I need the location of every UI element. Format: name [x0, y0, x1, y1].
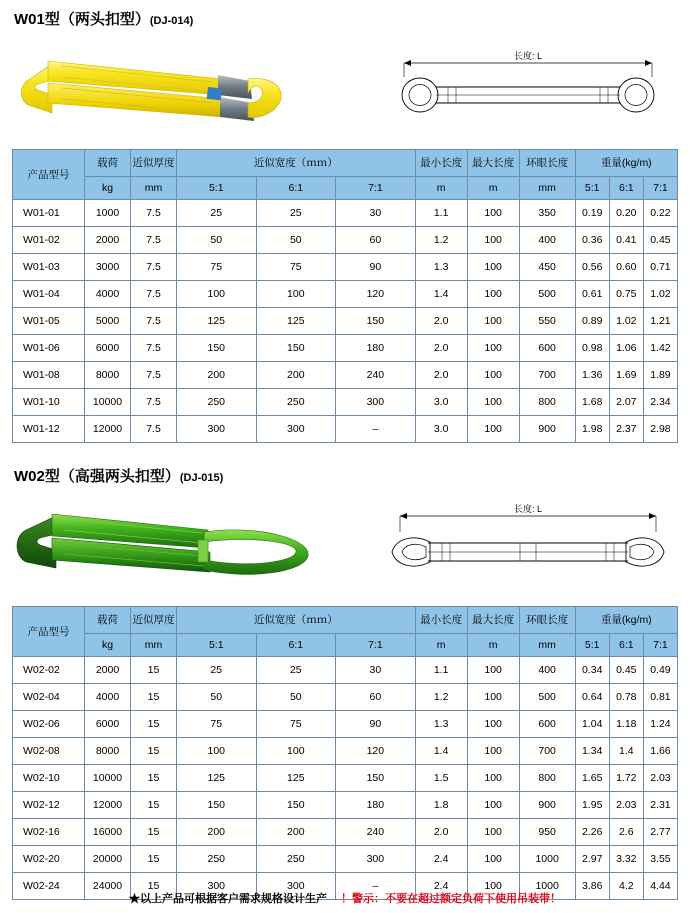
cell-value: 400	[519, 227, 575, 254]
cell-value: 1000	[85, 200, 131, 227]
cell-value: 0.34	[575, 657, 609, 684]
cell-value: 500	[519, 684, 575, 711]
cell-value: 125	[177, 765, 257, 792]
cell-value: 12000	[85, 416, 131, 443]
cell-value: 1.66	[643, 738, 677, 765]
th-weight-6-1: 6:1	[609, 634, 643, 657]
th-thickness: 近似厚度	[131, 150, 177, 177]
th-min-length-unit: m	[415, 177, 467, 200]
cell-value: 0.81	[643, 684, 677, 711]
cell-model: W02-24	[13, 873, 85, 900]
th-width-7-1: 7:1	[336, 177, 416, 200]
section-title-code: (DJ-015)	[179, 472, 224, 484]
table-row	[13, 200, 678, 227]
th-weight-7-1: 7:1	[643, 177, 677, 200]
cell-value: 30	[336, 657, 416, 684]
cell-value: 90	[336, 254, 416, 281]
cell-value: 1.42	[643, 335, 677, 362]
table-row	[13, 416, 678, 443]
cell-value: 250	[256, 389, 336, 416]
cell-value: 150	[177, 792, 257, 819]
th-max-length-unit: m	[467, 177, 519, 200]
cell-value: 0.45	[609, 657, 643, 684]
cell-value: 1.4	[415, 281, 467, 308]
cell-value: 1.2	[415, 684, 467, 711]
th-width: 近似宽度（ｍｍ）	[177, 150, 416, 177]
cell-value: 7.5	[131, 389, 177, 416]
cell-value: 1.4	[415, 738, 467, 765]
th-load: 载荷	[85, 607, 131, 634]
cell-model: W02-20	[13, 846, 85, 873]
cell-value: 0.60	[609, 254, 643, 281]
th-min-length-unit: m	[415, 634, 467, 657]
spec-table-w01-body	[13, 200, 678, 443]
cell-model: W01-10	[13, 389, 85, 416]
cell-value: 12000	[85, 792, 131, 819]
th-width-6-1: 6:1	[256, 634, 336, 657]
cell-value: 250	[177, 389, 257, 416]
cell-value: 24000	[85, 873, 131, 900]
cell-value: 100	[467, 765, 519, 792]
cell-value: 0.56	[575, 254, 609, 281]
cell-value: 1.1	[415, 200, 467, 227]
cell-value: 300	[177, 873, 257, 900]
cell-value: 1.68	[575, 389, 609, 416]
cell-value: 4.44	[643, 873, 677, 900]
th-thickness-unit: mm	[131, 177, 177, 200]
cell-model: W02-10	[13, 765, 85, 792]
cell-value: 2.34	[643, 389, 677, 416]
th-width-6-1: 6:1	[256, 177, 336, 200]
photo-green-sling	[12, 490, 352, 598]
cell-model: W02-08	[13, 738, 85, 765]
cell-value: 125	[256, 765, 336, 792]
cell-value: 150	[256, 792, 336, 819]
cell-value: 0.45	[643, 227, 677, 254]
cell-value: 0.22	[643, 200, 677, 227]
th-weight-6-1: 6:1	[609, 177, 643, 200]
cell-value: 3.55	[643, 846, 677, 873]
table-row	[13, 335, 678, 362]
table-row	[13, 254, 678, 281]
cell-value: 2.4	[415, 846, 467, 873]
th-weight-7-1: 7:1	[643, 634, 677, 657]
cell-model: W01-08	[13, 362, 85, 389]
svg-text:长度: L: 长度: L	[513, 504, 543, 514]
cell-value: 1.06	[609, 335, 643, 362]
cell-value: 1.98	[575, 416, 609, 443]
cell-value: 240	[336, 819, 416, 846]
cell-model: W01-05	[13, 308, 85, 335]
section-title-text: W01型（两头扣型）	[14, 11, 150, 28]
th-width: 近似宽度（ｍｍ）	[177, 607, 416, 634]
cell-value: 100	[467, 335, 519, 362]
cell-value: 75	[177, 711, 257, 738]
th-eye-length: 环眼长度	[519, 150, 575, 177]
cell-value: 100	[467, 362, 519, 389]
cell-value: 0.41	[609, 227, 643, 254]
figure-row-w02	[12, 490, 678, 598]
cell-value: 600	[519, 711, 575, 738]
cell-value: 7.5	[131, 281, 177, 308]
th-width-5-1: 5:1	[177, 177, 257, 200]
th-max-length: 最大长度	[467, 607, 519, 634]
cell-value: 200	[177, 362, 257, 389]
cell-value: 300	[336, 846, 416, 873]
cell-value: –	[336, 873, 416, 900]
cell-value: 7.5	[131, 254, 177, 281]
cell-value: 15	[131, 738, 177, 765]
cell-value: 2.03	[609, 792, 643, 819]
cell-value: 100	[467, 657, 519, 684]
cell-value: 25	[256, 657, 336, 684]
th-weight-5-1: 5:1	[575, 177, 609, 200]
cell-value: 1.34	[575, 738, 609, 765]
cell-value: 30	[336, 200, 416, 227]
cell-value: 8000	[85, 362, 131, 389]
th-weight: 重量(kg/m)	[575, 607, 677, 634]
cell-model: W02-06	[13, 711, 85, 738]
cell-value: 2.26	[575, 819, 609, 846]
cell-value: 1.24	[643, 711, 677, 738]
cell-value: 150	[336, 308, 416, 335]
cell-model: W02-16	[13, 819, 85, 846]
cell-value: 1.8	[415, 792, 467, 819]
cell-value: 2.0	[415, 362, 467, 389]
cell-value: –	[336, 416, 416, 443]
cell-model: W01-12	[13, 416, 85, 443]
footer-note: ★以上产品可根据客户需求规格设计生产	[129, 893, 327, 905]
cell-value: 700	[519, 738, 575, 765]
table-row	[13, 362, 678, 389]
cell-value: 8000	[85, 738, 131, 765]
spec-table-w02-body	[13, 657, 678, 900]
th-model: 产品型号	[13, 150, 85, 200]
cell-value: 100	[467, 684, 519, 711]
cell-value: 2.03	[643, 765, 677, 792]
cell-value: 0.75	[609, 281, 643, 308]
cell-model: W02-04	[13, 684, 85, 711]
cell-value: 2.0	[415, 819, 467, 846]
cell-value: 180	[336, 335, 416, 362]
th-weight-5-1: 5:1	[575, 634, 609, 657]
cell-value: 900	[519, 416, 575, 443]
spec-table-w01	[12, 149, 678, 443]
cell-value: 7.5	[131, 362, 177, 389]
cell-value: 1000	[519, 873, 575, 900]
cell-value: 100	[467, 738, 519, 765]
cell-value: 150	[177, 335, 257, 362]
cell-value: 800	[519, 765, 575, 792]
cell-value: 7.5	[131, 416, 177, 443]
cell-value: 1.21	[643, 308, 677, 335]
cell-model: W01-04	[13, 281, 85, 308]
cell-model: W01-02	[13, 227, 85, 254]
th-eye-length: 环眼长度	[519, 607, 575, 634]
table-row	[13, 846, 678, 873]
photo-yellow-sling	[12, 33, 352, 141]
cell-value: 100	[467, 308, 519, 335]
cell-value: 200	[256, 362, 336, 389]
footer-notes	[0, 887, 690, 909]
cell-value: 2.4	[415, 873, 467, 900]
cell-value: 500	[519, 281, 575, 308]
table-row	[13, 684, 678, 711]
cell-value: 1.4	[609, 738, 643, 765]
table-row	[13, 765, 678, 792]
cell-value: 2000	[85, 227, 131, 254]
th-load: 载荷	[85, 150, 131, 177]
th-load-unit: kg	[85, 177, 131, 200]
section-title-text: W02型（高强两头扣型）	[14, 468, 180, 485]
cell-value: 0.89	[575, 308, 609, 335]
cell-value: 50	[256, 227, 336, 254]
spec-table-w02	[12, 606, 678, 900]
cell-value: 450	[519, 254, 575, 281]
cell-value: 0.49	[643, 657, 677, 684]
cell-value: 0.71	[643, 254, 677, 281]
section-title-w02	[12, 443, 678, 488]
cell-value: 2.0	[415, 335, 467, 362]
cell-model: W02-02	[13, 657, 85, 684]
cell-value: 5000	[85, 308, 131, 335]
table-row	[13, 308, 678, 335]
th-eye-length-unit: mm	[519, 634, 575, 657]
cell-value: 60	[336, 684, 416, 711]
cell-value: 550	[519, 308, 575, 335]
cell-value: 1.02	[609, 308, 643, 335]
cell-value: 300	[177, 416, 257, 443]
cell-value: 15	[131, 711, 177, 738]
cell-value: 0.98	[575, 335, 609, 362]
cell-value: 100	[467, 227, 519, 254]
cell-value: 100	[467, 254, 519, 281]
svg-text:长度: L: 长度: L	[513, 51, 543, 61]
cell-value: 400	[519, 657, 575, 684]
th-min-length: 最小长度	[415, 150, 467, 177]
cell-value: 350	[519, 200, 575, 227]
cell-value: 150	[336, 765, 416, 792]
cell-value: 150	[256, 335, 336, 362]
cell-value: 75	[256, 254, 336, 281]
cell-value: 2.37	[609, 416, 643, 443]
section-title-code: (DJ-014)	[149, 15, 194, 27]
cell-value: 1.5	[415, 765, 467, 792]
cell-value: 100	[467, 389, 519, 416]
cell-value: 15	[131, 657, 177, 684]
th-width-5-1: 5:1	[177, 634, 257, 657]
cell-value: 1.02	[643, 281, 677, 308]
cell-value: 1.3	[415, 711, 467, 738]
cell-value: 240	[336, 362, 416, 389]
cell-value: 7.5	[131, 227, 177, 254]
cell-value: 4000	[85, 281, 131, 308]
table-row	[13, 281, 678, 308]
cell-value: 800	[519, 389, 575, 416]
table-row	[13, 389, 678, 416]
cell-value: 3.86	[575, 873, 609, 900]
th-max-length: 最大长度	[467, 150, 519, 177]
th-model: 产品型号	[13, 607, 85, 657]
cell-value: 700	[519, 362, 575, 389]
cell-value: 100	[467, 416, 519, 443]
cell-value: 1.1	[415, 657, 467, 684]
cell-value: 3.0	[415, 416, 467, 443]
table-row	[13, 792, 678, 819]
cell-value: 15	[131, 819, 177, 846]
cell-value: 1.04	[575, 711, 609, 738]
cell-value: 100	[177, 738, 257, 765]
cell-value: 20000	[85, 846, 131, 873]
cell-value: 90	[336, 711, 416, 738]
cell-value: 0.20	[609, 200, 643, 227]
cell-value: 6000	[85, 711, 131, 738]
cell-model: W02-12	[13, 792, 85, 819]
footer-warning: ！警示：不要在超过额定负荷下使用吊装带！	[341, 893, 561, 905]
cell-value: 7.5	[131, 335, 177, 362]
cell-value: 1.89	[643, 362, 677, 389]
cell-value: 16000	[85, 819, 131, 846]
cell-value: 25	[256, 200, 336, 227]
cell-value: 2.77	[643, 819, 677, 846]
cell-value: 125	[256, 308, 336, 335]
cell-value: 1.36	[575, 362, 609, 389]
cell-value: 120	[336, 738, 416, 765]
th-max-length-unit: m	[467, 634, 519, 657]
cell-value: 1.69	[609, 362, 643, 389]
cell-value: 200	[177, 819, 257, 846]
cell-value: 75	[177, 254, 257, 281]
cell-value: 1000	[519, 846, 575, 873]
cell-value: 900	[519, 792, 575, 819]
cell-value: 7.5	[131, 308, 177, 335]
cell-value: 950	[519, 819, 575, 846]
cell-value: 100	[256, 738, 336, 765]
cell-value: 0.19	[575, 200, 609, 227]
cell-value: 1.65	[575, 765, 609, 792]
cell-value: 2000	[85, 657, 131, 684]
cell-value: 4000	[85, 684, 131, 711]
cell-value: 3000	[85, 254, 131, 281]
table-row	[13, 819, 678, 846]
cell-value: 7.5	[131, 200, 177, 227]
cell-value: 2.07	[609, 389, 643, 416]
cell-value: 300	[256, 873, 336, 900]
cell-value: 3.32	[609, 846, 643, 873]
cell-model: W01-03	[13, 254, 85, 281]
cell-value: 2.6	[609, 819, 643, 846]
cell-value: 600	[519, 335, 575, 362]
cell-value: 2.97	[575, 846, 609, 873]
cell-value: 300	[256, 416, 336, 443]
cell-value: 6000	[85, 335, 131, 362]
cell-value: 15	[131, 846, 177, 873]
cell-value: 2.31	[643, 792, 677, 819]
cell-value: 15	[131, 873, 177, 900]
table-row	[13, 738, 678, 765]
cell-value: 75	[256, 711, 336, 738]
cell-value: 3.0	[415, 389, 467, 416]
table-row	[13, 657, 678, 684]
cell-value: 300	[336, 389, 416, 416]
cell-value: 15	[131, 684, 177, 711]
table-row	[13, 711, 678, 738]
cell-value: 250	[177, 846, 257, 873]
cell-value: 25	[177, 200, 257, 227]
cell-value: 100	[467, 281, 519, 308]
cell-value: 10000	[85, 389, 131, 416]
th-thickness-unit: mm	[131, 634, 177, 657]
cell-value: 250	[256, 846, 336, 873]
cell-value: 100	[256, 281, 336, 308]
cell-value: 25	[177, 657, 257, 684]
cell-value: 0.36	[575, 227, 609, 254]
th-thickness: 近似厚度	[131, 607, 177, 634]
cell-value: 100	[467, 846, 519, 873]
section-title-w01	[12, 0, 678, 31]
cell-value: 100	[467, 792, 519, 819]
cell-value: 4.2	[609, 873, 643, 900]
th-load-unit: kg	[85, 634, 131, 657]
cell-value: 50	[177, 227, 257, 254]
diagram-w02	[352, 490, 678, 598]
table-row	[13, 227, 678, 254]
cell-value: 0.64	[575, 684, 609, 711]
th-min-length: 最小长度	[415, 607, 467, 634]
cell-value: 125	[177, 308, 257, 335]
cell-value: 15	[131, 792, 177, 819]
th-eye-length-unit: mm	[519, 177, 575, 200]
cell-value: 1.3	[415, 254, 467, 281]
cell-value: 0.61	[575, 281, 609, 308]
cell-value: 15	[131, 765, 177, 792]
cell-value: 100	[467, 711, 519, 738]
th-width-7-1: 7:1	[336, 634, 416, 657]
cell-value: 1.2	[415, 227, 467, 254]
figure-row-w01	[12, 33, 678, 141]
diagram-w01	[352, 33, 678, 141]
cell-value: 100	[467, 200, 519, 227]
cell-value: 50	[177, 684, 257, 711]
cell-model: W01-01	[13, 200, 85, 227]
cell-value: 1.95	[575, 792, 609, 819]
cell-model: W01-06	[13, 335, 85, 362]
cell-value: 10000	[85, 765, 131, 792]
cell-value: 200	[256, 819, 336, 846]
cell-value: 100	[467, 819, 519, 846]
cell-value: 180	[336, 792, 416, 819]
cell-value: 50	[256, 684, 336, 711]
th-weight: 重量(kg/m)	[575, 150, 677, 177]
cell-value: 60	[336, 227, 416, 254]
cell-value: 2.98	[643, 416, 677, 443]
cell-value: 1.72	[609, 765, 643, 792]
cell-value: 100	[467, 873, 519, 900]
cell-value: 0.78	[609, 684, 643, 711]
cell-value: 100	[177, 281, 257, 308]
cell-value: 2.0	[415, 308, 467, 335]
cell-value: 120	[336, 281, 416, 308]
cell-value: 1.18	[609, 711, 643, 738]
